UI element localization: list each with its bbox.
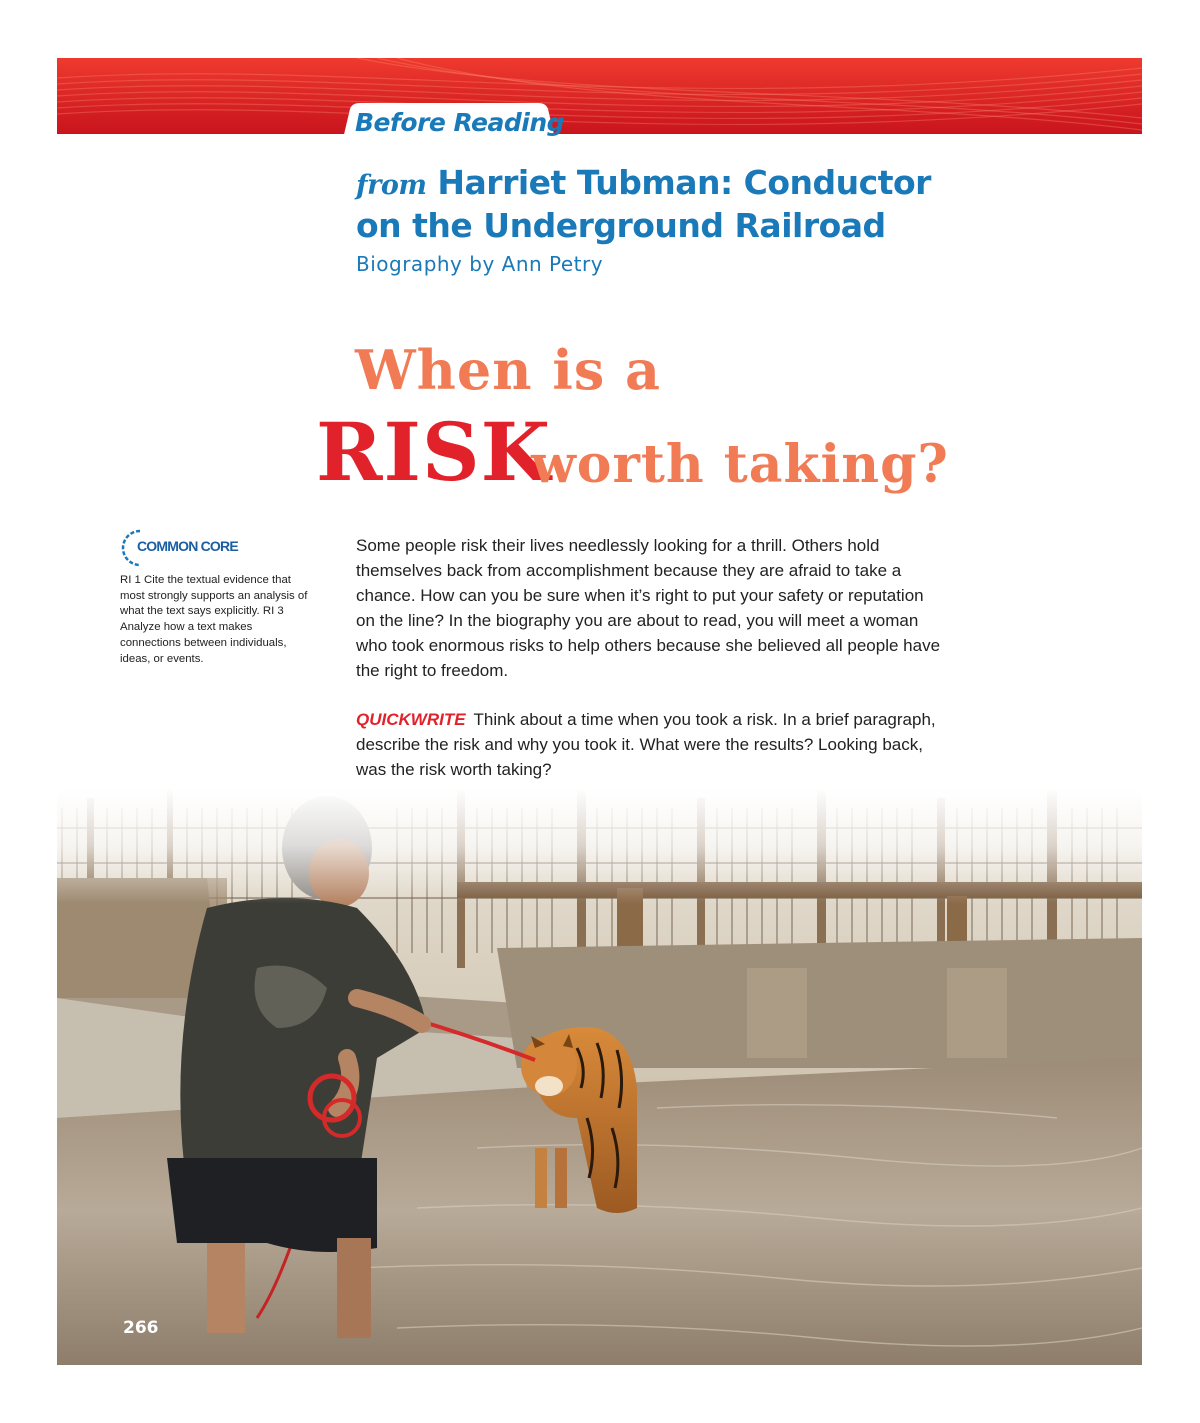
page-number: 266 bbox=[123, 1318, 159, 1338]
big-question-line2: worth taking? bbox=[531, 434, 949, 495]
common-core-label: COMMON CORE bbox=[137, 538, 238, 554]
big-question-risk-word: RISK bbox=[316, 405, 552, 499]
quickwrite-label: QUICKWRITE bbox=[356, 710, 466, 729]
intro-paragraph: Some people risk their lives needlessly looking for a thrill. Others hold themselves back from accomplishment because they are afraid to take a chance. How can you be sure when it’s right to put your safety or reputation on the line? In the biography you are about to read, you will meet a woman who took enormous risks to help others because she believed all people have the right to freedom. bbox=[356, 536, 941, 680]
quickwrite-paragraph bbox=[356, 707, 946, 782]
quickwrite-text: Think about a time when you took a risk. In a brief paragraph, describe the risk and why you took it. What were the results? Looking back, was the risk worth taking? bbox=[356, 710, 936, 779]
from-label: from bbox=[356, 170, 427, 201]
header-banner bbox=[57, 58, 1142, 134]
title-line1: Harriet Tubman: Conductor bbox=[437, 163, 931, 202]
standards-text: RI 1 Cite the textual evidence that most strongly supports an analysis of what the text says explicitly. RI 3 Analyze how a text makes connections between individuals, ideas, or events. bbox=[120, 574, 308, 665]
selection-title bbox=[356, 163, 1116, 246]
before-reading-label: Before Reading bbox=[355, 108, 565, 137]
photo-man-with-tiger bbox=[57, 788, 1142, 1365]
selection-title-block bbox=[356, 163, 1116, 276]
title-line2: on the Underground Railroad bbox=[356, 206, 886, 245]
big-question-line1: When is a bbox=[355, 338, 662, 402]
byline: Biography by Ann Petry bbox=[356, 252, 604, 276]
